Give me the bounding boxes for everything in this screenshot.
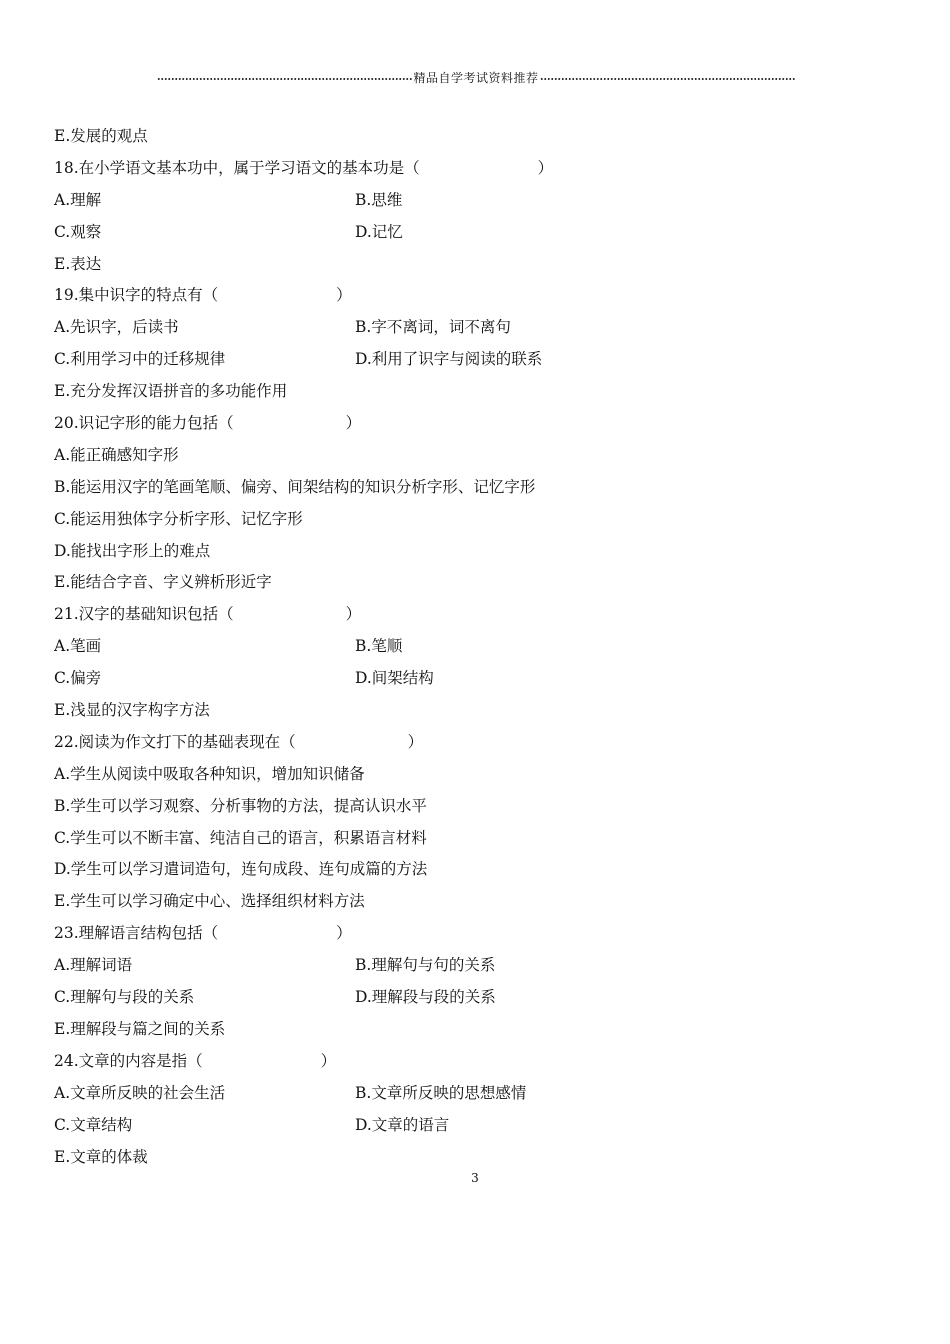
closing-paren: ） [407,732,424,751]
question-content [54,121,914,1173]
option-text: D.记忆 [355,222,403,241]
option-text: B.能运用汉字的笔画笔顺、偏旁、间架结构的知识分析字形、记忆字形 [54,477,536,496]
option-text: A.能正确感知字形 [54,445,179,464]
question-stem [54,727,914,759]
option-line [54,376,914,408]
option-pair-row [54,950,914,982]
option-text: A.文章所反映的社会生活 [54,1083,226,1102]
option-text: B.笔顺 [355,637,403,656]
question-text: 23.理解语言结构包括（ [54,924,219,943]
option-pair-row [54,631,914,663]
option-text: A.先识字，后读书 [54,318,179,337]
option-line [54,1142,914,1174]
option-text: C.利用学习中的迁移规律 [54,350,226,369]
question-text: 22.阅读为作文打下的基础表现在（ [54,732,296,751]
closing-paren: ） [345,414,362,433]
option-text: C.理解句与段的关系 [54,988,195,1007]
option-text: E.发展的观点 [54,127,148,145]
option-text: E.浅显的汉字构字方法 [54,701,210,720]
question-text: 20.识记字形的能力包括（ [54,414,234,433]
option-text: B.学生可以学习观察、分析事物的方法，提高认识水平 [54,796,427,815]
option-text: B.理解句与句的关系 [355,956,496,975]
option-text: D.间架结构 [355,669,434,688]
option-text: D.学生可以学习遣词造句，连句成段、连句成篇的方法 [54,860,428,879]
option-line [54,440,914,472]
option-pair-row [54,344,914,376]
option-text: D.理解段与段的关系 [355,988,496,1007]
option-line [54,567,914,599]
option-text: B.文章所反映的思想感情 [355,1083,527,1102]
option-line [54,1014,914,1046]
option-text: E.表达 [54,254,102,273]
option-pair-row [54,1110,914,1142]
question-stem [54,918,914,950]
question-stem [54,280,914,312]
option-line [54,504,914,536]
closing-paren: ） [336,286,352,305]
option-pair-row [54,663,914,695]
option-text: C.学生可以不断丰富、纯洁自己的语言，积累语言材料 [54,828,427,847]
option-text: E.理解段与篇之间的关系 [54,1019,226,1038]
option-text: D.文章的语言 [355,1115,450,1134]
option-line [54,536,914,568]
option-text: D.利用了识字与阅读的联系 [355,350,543,369]
option-text: A.理解词语 [54,956,133,975]
page-number: 3 [471,1171,479,1185]
option-text: A.学生从阅读中吸取各种知识，增加知识储备 [54,764,365,783]
page-header [157,69,795,87]
option-text: E.能结合字音、字义辨析形近字 [54,573,272,592]
option-line [54,695,914,727]
question-stem [54,1046,914,1078]
option-text: C.能运用独体字分析字形、记忆字形 [54,509,303,528]
option-line [54,249,914,281]
option-line [54,823,914,855]
option-pair-row [54,185,914,217]
option-text: E.充分发挥汉语拼音的多功能作用 [54,382,288,401]
question-stem [54,599,914,631]
closing-paren: ） [345,605,362,624]
question-text: 24.文章的内容是指（ [54,1051,203,1070]
option-text: C.偏旁 [54,669,102,688]
option-line [54,886,914,918]
option-text: D.能找出字形上的难点 [54,541,211,560]
option-pair-row [54,982,914,1014]
closing-paren: ） [320,1051,337,1070]
option-line [54,791,914,823]
option-line [54,854,914,886]
option-pair-row [54,312,914,344]
question-stem [54,408,914,440]
option-pair-row [54,1078,914,1110]
question-stem [54,153,914,185]
option-text: A.笔画 [54,637,102,656]
option-text: A.理解 [54,190,102,209]
option-text: E.学生可以学习确定中心、选择组织材料方法 [54,892,365,911]
option-text: C.文章结构 [54,1115,133,1134]
closing-paren: ） [336,924,352,943]
option-line [54,472,914,504]
closing-paren: ） [537,158,554,177]
option-text: B.思维 [355,190,403,209]
option-text: B.字不离词，词不离句 [355,318,511,337]
option-text: C.观察 [54,222,102,241]
question-text: 19.集中识字的特点有（ [54,286,219,305]
question-text: 21.汉字的基础知识包括（ [54,605,234,624]
option-line [54,759,914,791]
header-title: 精品自学考试资料推荐 [413,71,539,85]
option-line [54,121,914,153]
option-text: E.文章的体裁 [54,1147,148,1166]
header-dotted-leader-right [540,78,796,80]
option-pair-row [54,217,914,249]
question-text: 18.在小学语文基本功中，属于学习语文的基本功是（ [54,158,420,177]
header-dotted-leader-left [157,78,413,80]
